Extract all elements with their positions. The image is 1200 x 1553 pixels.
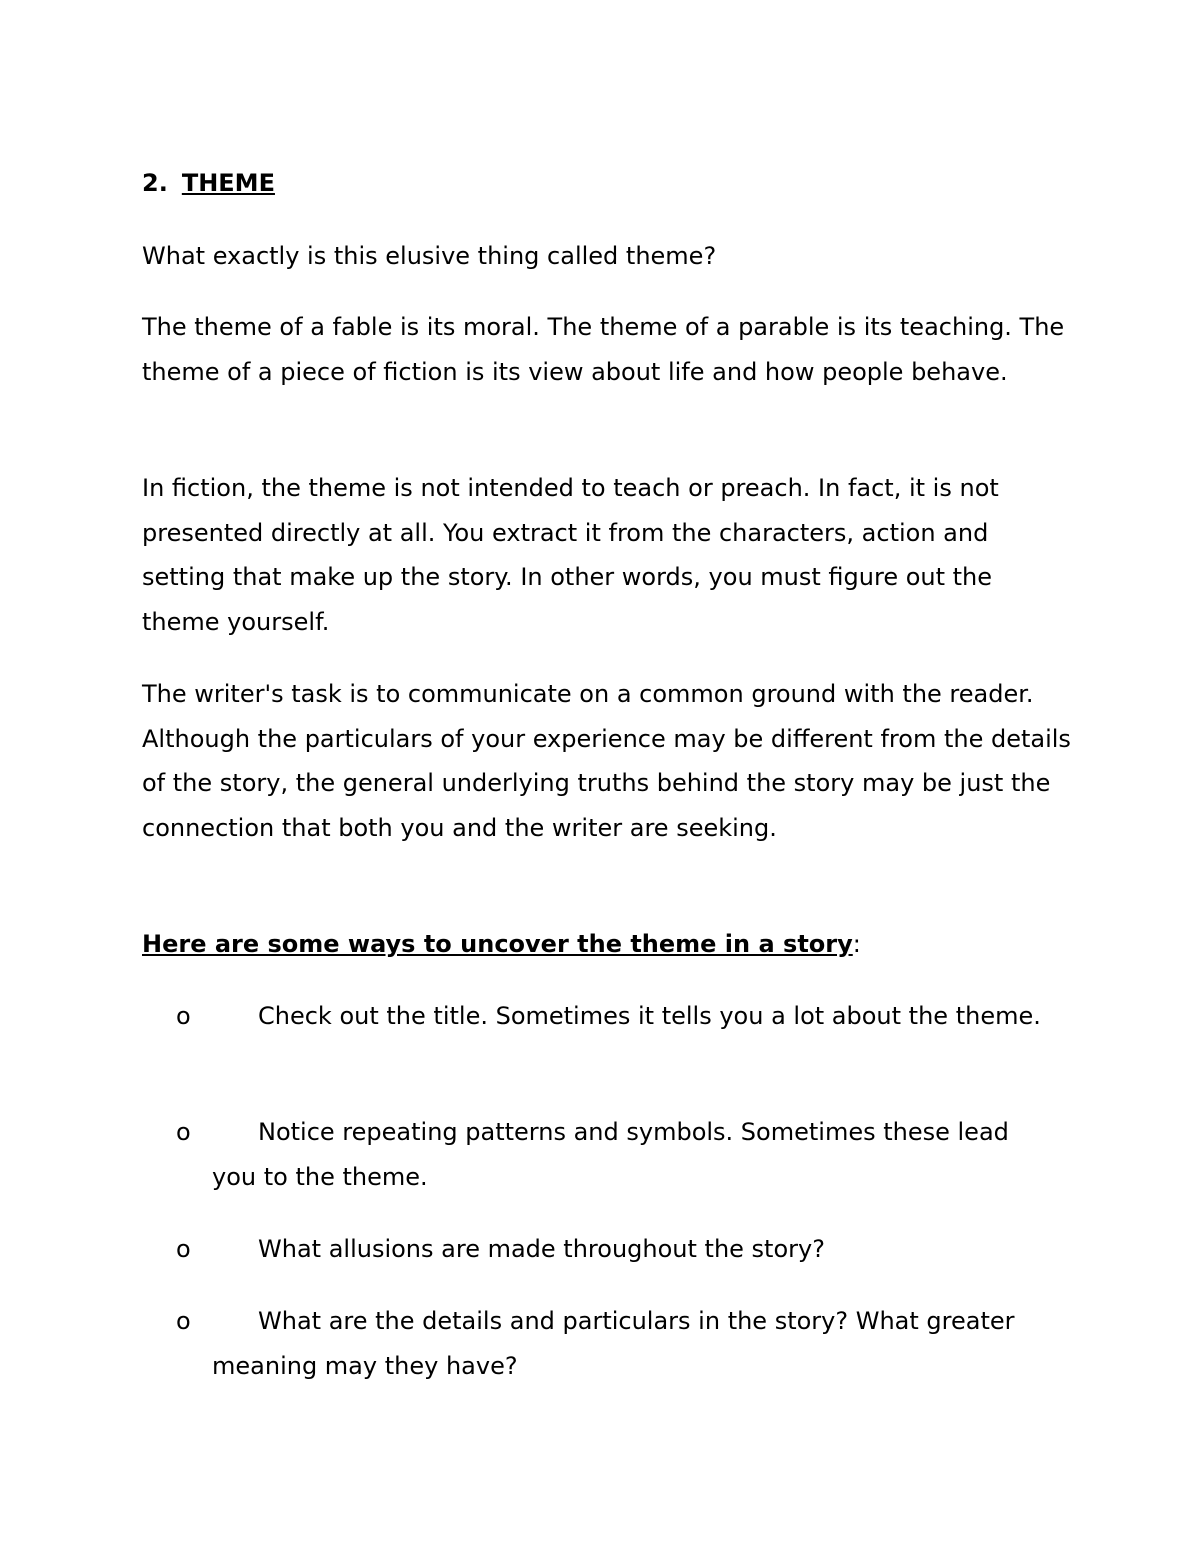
list-item [176,1299,1056,1388]
ways-heading-colon: : [852,930,861,958]
list-item-text: Check out the title. Sometimes it tells you a lot about the theme. [258,1002,1041,1030]
section-title: THEME [181,169,275,197]
list-item [176,994,1056,1039]
ways-heading-text: Here are some ways to uncover the theme in a story [142,930,853,958]
list-item-text: Notice repeating patterns and symbols. Sometimes these lead you to the theme. [212,1118,1009,1191]
bullet-marker: o [176,1002,191,1030]
bullet-marker: o [176,1118,191,1146]
list-item [176,1227,1056,1272]
paragraph-fiction: In fiction, the theme is not intended to teach or preach. In fact, it is not presented directly at all. You extract it from the characters, action and setting that make up the story. In other words, you must figure out the theme yourself. [142,474,999,636]
section-number: 2. [142,169,168,197]
list-item-text: What are the details and particulars in the story? What greater meaning may they have? [212,1307,1015,1380]
section-heading [142,168,275,198]
paragraph-definition: The theme of a fable is its moral. The theme of a parable is its teaching. The theme of a piece of fiction is its view about life and how people behave. [142,313,1065,386]
ways-heading [142,926,861,962]
paragraph-writer-task: The writer's task is to communicate on a common ground with the reader. Although the particulars of your experience may be different from the details of the story, the general underlying truths behind the story may be just the connection that both you and the writer are seeking. [142,680,1071,842]
bullet-marker: o [176,1307,191,1335]
list-item-text: What allusions are made throughout the story? [258,1235,825,1263]
list-item [176,1110,1056,1199]
paragraph-question: What exactly is this elusive thing called theme? [142,242,717,270]
bullet-marker: o [176,1235,191,1263]
